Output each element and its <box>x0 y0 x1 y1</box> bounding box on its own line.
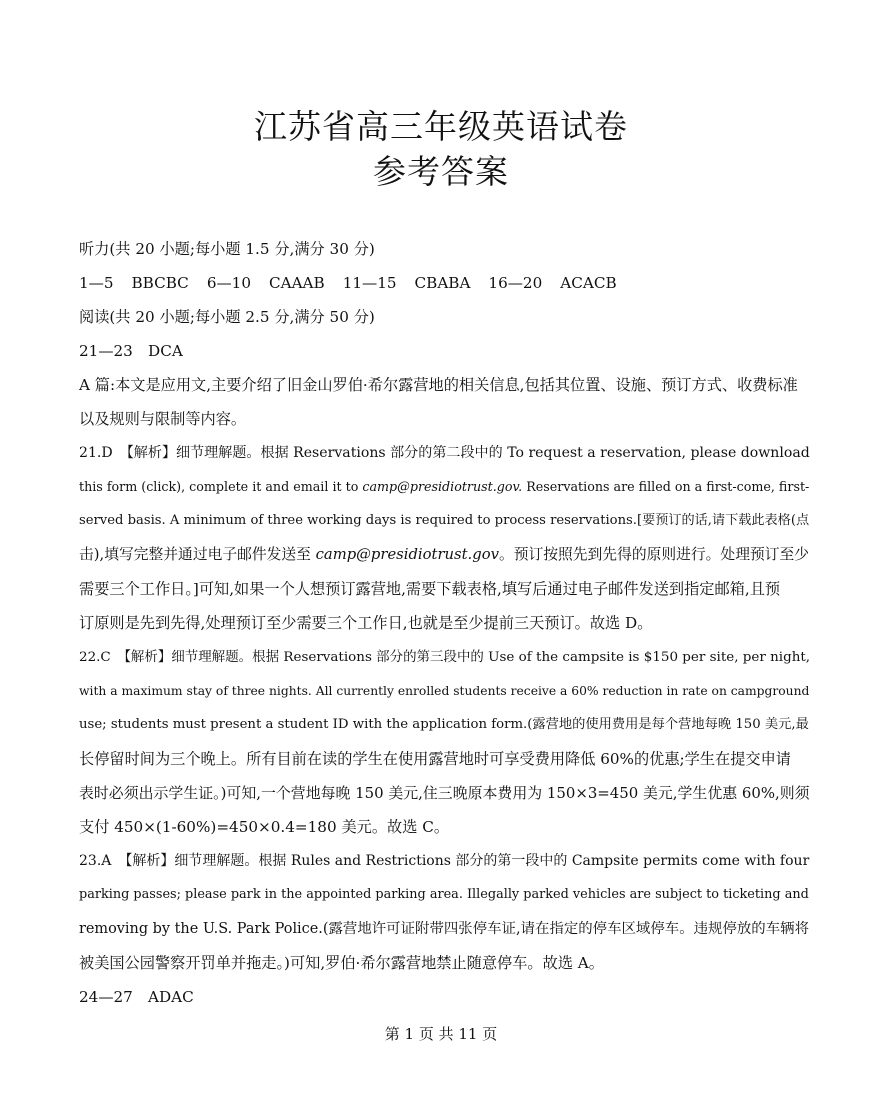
listening-header: 听力(共 20 小题;每小题 1.5 分,满分 30 分) <box>79 240 375 258</box>
passage-a-summary-cont: 以及规则与限制等内容。 <box>79 410 247 428</box>
reading-header: 阅读(共 20 小题;每小题 2.5 分,满分 50 分) <box>79 308 375 326</box>
page-number: 第 1 页 共 11 页 <box>384 1025 498 1043</box>
answer-range: 11—15 <box>342 274 397 292</box>
answer-key: CBABA <box>414 274 471 292</box>
q21-explanation-cont: served basis. A minimum of three working days is required to process reservations.[要预订的话,请下载此表格(点 <box>79 513 810 528</box>
q23-explanation-cont: parking passes; please park in the appointed parking area. Illegally parked vehicles are subject to ticketing and <box>79 887 809 902</box>
listening-answers <box>79 266 809 300</box>
q23-explanation-cont: 被美国公园警察开罚单并拖走。)可知,罗伯·希尔露营地禁止随意停车。故选 A。 <box>79 954 604 972</box>
q22-explanation-cont: 支付 450×(1-60%)=450×0.4=180 美元。故选 C。 <box>79 818 450 836</box>
email-address: camp@presidiotrust.gov <box>315 546 499 563</box>
q22-explanation-cont: use; students must present a student ID with the application form.(露营地的使用费用是每个营地每晚 150 美元,最 <box>79 717 809 732</box>
q22-explanation-cont: with a maximum stay of three nights. All currently enrolled students receive a 60% reduction in rate on campground <box>79 684 810 698</box>
q21-explanation: 21.D 【解析】细节理解题。根据 Reservations 部分的第二段中的 To request a reservation, please download <box>79 445 810 461</box>
q21-explanation-cont: 需要三个工作日。]可知,如果一个人想预订露营地,需要下载表格,填写后通过电子邮件发送到指定邮箱,且预 <box>79 580 781 598</box>
q21-explanation-cont: this form (click), complete it and email it to camp@presidiotrust.gov. Reservations are filled on a first-come, first- <box>79 479 810 494</box>
q21-explanation-cont: 订原则是先到先得,处理预订至少需要三个工作日,也就是至少提前三天预订。故选 D。 <box>79 614 653 632</box>
q21-explanation-cont: 击),填写完整并通过电子邮件发送至 camp@presidiotrust.gov。预订按照先到先得的原则进行。处理预订至少 <box>79 546 810 563</box>
q22-explanation-cont: 表时必须出示学生证。)可知,一个营地每晚 150 美元,住三晚原本费用为 150×3=450 美元,学生优惠 60%,则须 <box>79 784 810 802</box>
document-title: 江苏省高三年级英语试卷 <box>254 107 628 146</box>
passage-a-summary: A 篇:本文是应用文,主要介绍了旧金山罗伯·希尔露营地的相关信息,包括其位置、设施、预订方式、收费标准 <box>79 376 798 394</box>
email-address: camp@presidiotrust.gov. <box>362 479 523 494</box>
reading-answers-24-27: 24—27 ADAC <box>79 988 194 1006</box>
answer-key: ACACB <box>560 274 617 292</box>
answer-key: BBCBC <box>131 274 189 292</box>
answer-key: CAAAB <box>269 274 325 292</box>
answer-range: 1—5 <box>79 274 114 292</box>
q22-explanation: 22.C 【解析】细节理解题。根据 Reservations 部分的第三段中的 Use of the campsite is $150 per site, per night, <box>79 649 811 665</box>
q23-explanation: 23.A 【解析】细节理解题。根据 Rules and Restrictions 部分的第一段中的 Campsite permits come with four <box>79 853 810 869</box>
reading-answers-21-23: 21—23 DCA <box>79 342 183 360</box>
answer-content <box>79 232 809 1014</box>
q22-explanation-cont: 长停留时间为三个晚上。所有目前在读的学生在使用露营地时可享受费用降低 60%的优惠;学生在提交申请 <box>79 750 791 768</box>
answer-range: 16—20 <box>488 274 543 292</box>
document-subtitle: 参考答案 <box>373 152 509 191</box>
answer-range: 6—10 <box>206 274 251 292</box>
q23-explanation-cont: removing by the U.S. Park Police.(露营地许可证附带四张停车证,请在指定的停车区域停车。违规停放的车辆将 <box>79 921 809 937</box>
